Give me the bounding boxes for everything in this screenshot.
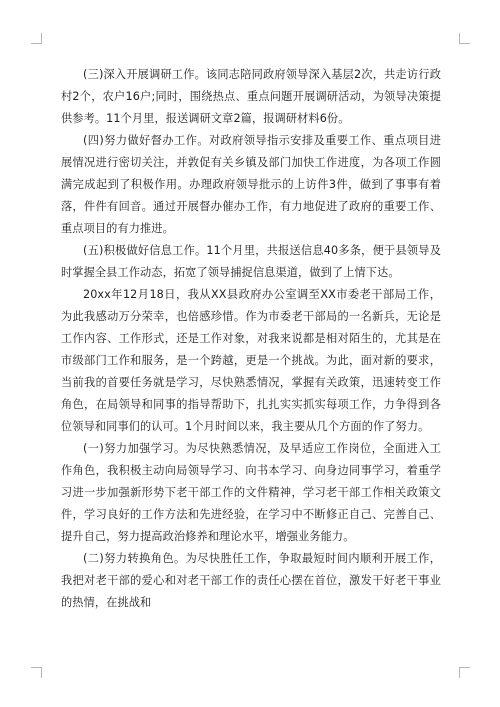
paragraph-research-work: (三)深入开展调研工作。该同志陪同政府领导深入基层2次，共走访行政村2个，农户16户;同时，围绕热点、重点问题开展调研活动，为领导决策提供参考。11个月里，报送调研文章2篇，报调研材料6份。 [61, 68, 441, 125]
crop-mark-bottom-left [31, 667, 42, 678]
paragraph-supervision-work: (四)努力做好督办工作。对政府领导指示安排及重要工作、重点项目进展情况进行密切关注，并敦促有关乡镇及部门加快工作进度，为各项工作圆满完成起到了积极作用。办理政府领导批示的上访件3件，做到了事事有着落，件件有回音。通过开展督办催办工作，有力地促进了政府的重要工作、重点项目的有力推进。 [61, 134, 441, 235]
crop-mark-bottom-right [459, 667, 470, 678]
document-body [61, 64, 441, 614]
crop-mark-top-left [31, 33, 42, 44]
paragraph-information-work: (五)积极做好信息工作。11个月里，共报送信息40多条，便于县领导及时掌握全县工作动态，拓宽了领导捕捉信息渠道，做到了上情下达。 [61, 244, 441, 279]
paragraph-role-change: (二)努力转换角色。为尽快胜任工作，争取最短时间内顺利开展工作，我把对老干部的爱心和对老干部工作的责任心摆在首位，激发干好老干事业的热情，在挑战和 [61, 552, 441, 609]
crop-mark-top-right [459, 33, 470, 44]
paragraph-study: (一)努力加强学习。为尽快熟悉情况，及早适应工作岗位，全面进入工作角色，我积极主动向局领导学习、向书本学习、向身边同事学习，着重学习进一步加强新形势下老干部工作的文件精神，学习老干部工作相关政策文件，学习良好的工作方法和先进经验，在学习中不断修正自己、完善自己、提升自己，努力提高政治修养和理论水平，增强业务能力。 [61, 442, 441, 543]
paragraph-transfer: 20xx年12月18日，我从XX县政府办公室调至XX市委老干部局工作，为此我感动万分荣幸，也倍感珍惜。作为市委老干部局的一名新兵，无论是工作内容、工作形式，还是工作对象，对我来说都是相对陌生的，尤其是在市级部门工作和服务，是一个跨越，更是一个挑战。为此，面对新的要求，当前我的首要任务就是学习，尽快熟悉情况，掌握有关政策，迅速转变工作角色，在局领导和同事的指导帮助下，扎扎实实抓实每项工作，力争得到各位领导和同事们的认可。1个月时间以来，我主要从几个方面的作了努力。 [61, 288, 441, 433]
